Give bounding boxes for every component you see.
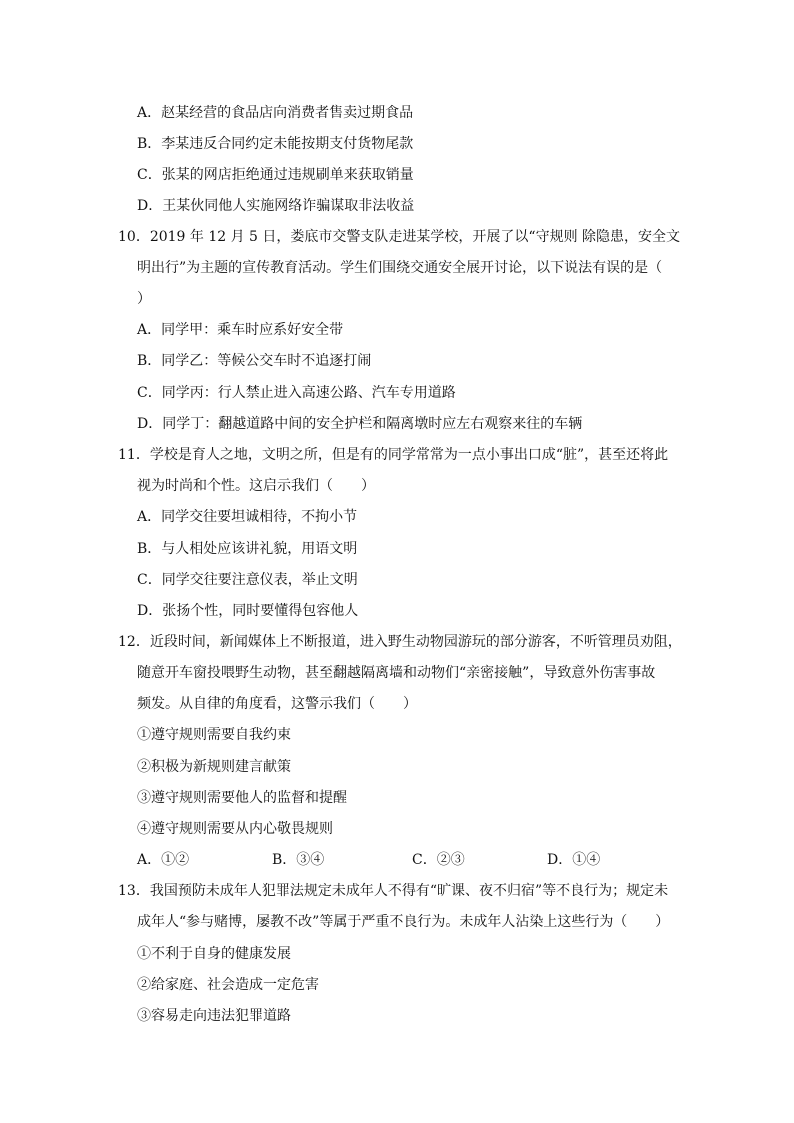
q13-item-2: ②给家庭、社会造成一定危害 — [137, 977, 319, 993]
q10-option-c: C．同学丙：行人禁止进入高速公路、汽车专用道路 — [137, 385, 456, 401]
q12-choice-b: B．③④ — [272, 852, 325, 868]
q9-option-c: C．张某的网店拒绝通过违规刷单来获取销量 — [137, 167, 414, 183]
q11-option-a: A．同学交往要坦诚相待，不拘小节 — [137, 509, 358, 525]
q9-option-a: A．赵某经营的食品店向消费者售卖过期食品 — [137, 105, 414, 121]
q11-stem-line1: 11．学校是育人之地，文明之所，但是有的同学常常为一点小事出口成“脏”，甚至还将此 — [118, 447, 669, 463]
q12-choice-d: D．①④ — [547, 852, 601, 868]
q12-choice-a: A．①② — [137, 852, 190, 868]
q13-item-3: ③容易走向违法犯罪道路 — [137, 1008, 291, 1024]
q12-item-1: ①遵守规则需要自我约束 — [137, 727, 291, 743]
q13-item-1: ①不利于自身的健康发展 — [137, 946, 291, 962]
q11-option-b: B．与人相处应该讲礼貌，用语文明 — [137, 541, 358, 557]
q9-option-b: B．李某违反合同约定未能按期支付货物尾款 — [137, 136, 414, 152]
q11-stem-line2: 视为时尚和个性。这启示我们（ ） — [137, 478, 375, 494]
q10-stem-line3: ） — [137, 291, 151, 307]
q10-option-a: A．同学甲：乘车时应系好安全带 — [137, 322, 344, 338]
q9-option-d: D．王某伙同他人实施网络诈骗谋取非法收益 — [137, 198, 415, 214]
q10-option-d: D．同学丁：翻越道路中间的安全护栏和隔离墩时应左右观察来往的车辆 — [137, 416, 583, 432]
q10-stem-line2: 明出行”为主题的宣传教育活动。学生们围绕交通安全展开讨论，以下说法有误的是（ — [137, 260, 663, 276]
q12-choices-row — [0, 850, 794, 870]
q12-stem-line2: 随意开车窗投喂野生动物，甚至翻越隔离墙和动物们“亲密接触”，导致意外伤害事故 — [137, 665, 656, 681]
q10-stem-line1: 10．2019 年 12 月 5 日，娄底市交警支队走进某学校，开展了以“守规则 除隐患，安全文 — [118, 229, 681, 245]
q12-item-4: ④遵守规则需要从内心敬畏规则 — [137, 821, 333, 837]
q12-stem-line3: 频发。从自律的角度看，这警示我们（ ） — [137, 696, 417, 712]
q13-stem-line2: 成年人“参与赌博，屡教不改”等属于严重不良行为。未成年人沾染上这些行为（ ） — [137, 914, 670, 930]
q11-option-c: C．同学交往要注意仪表，举止文明 — [137, 572, 358, 588]
q12-item-3: ③遵守规则需要他人的监督和提醒 — [137, 790, 347, 806]
q12-item-2: ②积极为新规则建言献策 — [137, 759, 291, 775]
q10-option-b: B．同学乙：等候公交车时不追逐打闹 — [137, 353, 372, 369]
q13-stem-line1: 13．我国预防未成年人犯罪法规定未成年人不得有“旷课、夜不归宿”等不良行为；规定未 — [118, 883, 669, 899]
q11-option-d: D．张扬个性，同时要懂得包容他人 — [137, 603, 359, 619]
q12-choice-c: C．②③ — [412, 852, 465, 868]
q12-stem-line1: 12．近段时间，新闻媒体上不断报道，进入野生动物园游玩的部分游客，不听管理员劝阻， — [118, 634, 682, 650]
